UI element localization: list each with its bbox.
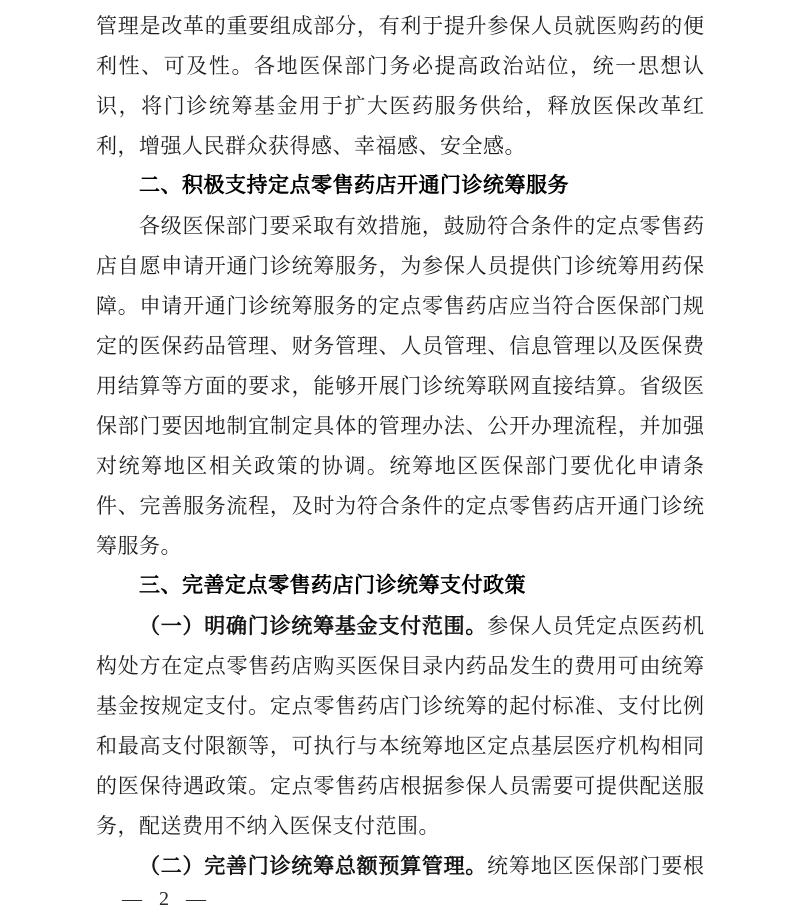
text-line: 件、完善服务流程，及时为符合条件的定点零售药店开通门诊统 — [96, 494, 704, 518]
text-line: 保部门要因地制宜制定具体的管理办法、公开办理流程，并加强 — [96, 414, 704, 438]
text-line: 店自愿申请开通门诊统筹服务，为参保人员提供门诊统筹用药保 — [96, 254, 704, 278]
item-2-lead: （二）完善门诊统筹总额预算管理。 — [139, 854, 488, 878]
text-line: 利性、可及性。各地医保部门务必提高政治站位，统一思想认 — [96, 54, 704, 78]
text-line: 务，配送费用不纳入医保支付范围。 — [96, 814, 440, 838]
section-heading-3: 三、完善定点零售药店门诊统筹支付政策 — [139, 574, 526, 597]
document-text-block — [96, 6, 704, 886]
text-line: 基金按规定支付。定点零售药店门诊统筹的起付标准、支付比例 — [96, 694, 704, 718]
item-1-lead: （一）明确门诊统筹基金支付范围。 — [139, 614, 488, 638]
text-line — [96, 606, 704, 646]
text-line — [96, 846, 704, 886]
text-line: 筹服务。 — [96, 534, 182, 558]
text-line: 的医保待遇政策。定点零售药店根据参保人员需要可提供配送服 — [96, 774, 704, 798]
text-line: 用结算等方面的要求，能够开展门诊统筹联网直接结算。省级医 — [96, 374, 704, 398]
text-line: 利，增强人民群众获得感、幸福感、安全感。 — [96, 134, 526, 158]
text-line: 各级医保部门要采取有效措施，鼓励符合条件的定点零售药 — [139, 214, 704, 238]
section-heading-2: 二、积极支持定点零售药店开通门诊统筹服务 — [139, 174, 569, 197]
text-line: 管理是改革的重要组成部分，有利于提升参保人员就医购药的便 — [96, 14, 704, 38]
text-line: 和最高支付限额等，可执行与本统筹地区定点基层医疗机构相同 — [96, 734, 704, 758]
text-line: 构处方在定点零售药店购买医保目录内药品发生的费用可由统筹 — [96, 654, 704, 678]
item-1-text: 参保人员凭定点医药机 — [487, 614, 704, 638]
text-line: 对统筹地区相关政策的协调。统筹地区医保部门要优化申请条 — [96, 454, 704, 478]
item-2-text: 统筹地区医保部门要根 — [487, 854, 704, 878]
text-line: 识，将门诊统筹基金用于扩大医药服务供给，释放医保改革红 — [96, 94, 704, 118]
page-number: — 2 — — [122, 888, 212, 910]
text-line: 障。申请开通门诊统筹服务的定点零售药店应当符合医保部门规 — [96, 294, 704, 318]
text-line: 定的医保药品管理、财务管理、人员管理、信息管理以及医保费 — [96, 334, 704, 358]
